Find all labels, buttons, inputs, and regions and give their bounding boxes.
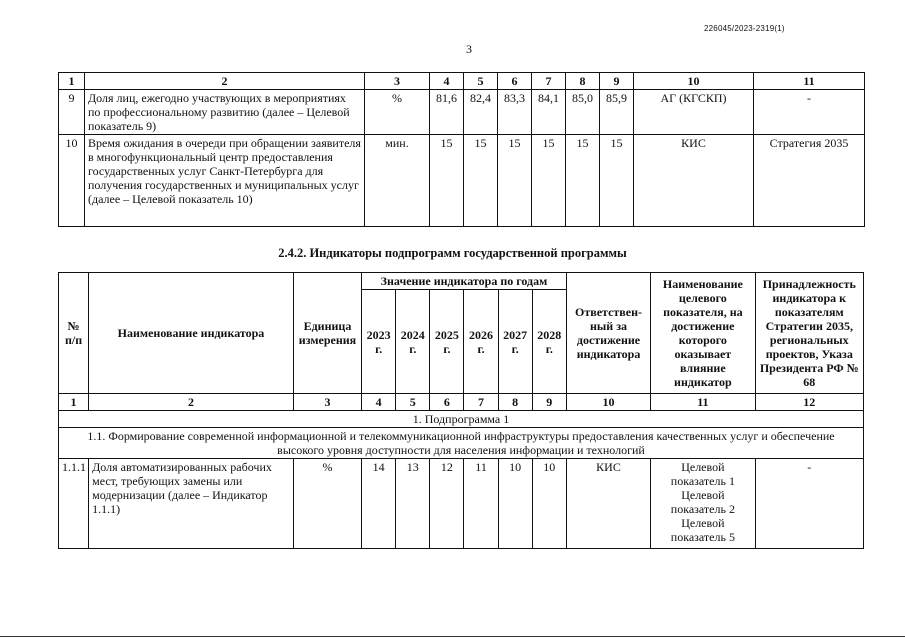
value-2024: 13 [396, 459, 430, 549]
header-year: 2026 г. [464, 290, 498, 394]
header-unit: Единица измерения [293, 273, 361, 394]
value-2028: 10 [532, 459, 566, 549]
col-num: 5 [464, 73, 498, 90]
value-2027: 15 [566, 135, 600, 227]
responsible: КИС [634, 135, 754, 227]
col-num: 4 [430, 73, 464, 90]
col-num: 2 [89, 394, 294, 411]
registration-number: 226045/2023-2319(1) [704, 24, 785, 33]
table2-column-numbers [59, 394, 864, 411]
table1-column-numbers [59, 73, 865, 90]
col-num: 8 [498, 394, 532, 411]
col-num: 2 [85, 73, 365, 90]
responsible: КИС [566, 459, 650, 549]
value-2026: 84,1 [532, 90, 566, 135]
value-2023: 14 [362, 459, 396, 549]
col-num: 11 [754, 73, 865, 90]
value-2024: 15 [464, 135, 498, 227]
belonging: - [755, 459, 863, 549]
header-year: 2024 г. [396, 290, 430, 394]
indicator-name: Время ожидания в очереди при обращении заявителя в многофункциональный центр предоставления государственных услуг Санкт-Петербурга для получения государственных и муниципальных услуг (далее – Целевой показатель 10) [85, 135, 365, 227]
col-num: 6 [498, 73, 532, 90]
header-year: 2027 г. [498, 290, 532, 394]
row-num: 10 [59, 135, 85, 227]
col-num: 6 [430, 394, 464, 411]
table-row [59, 135, 865, 227]
value-2024: 82,4 [464, 90, 498, 135]
col-num: 10 [634, 73, 754, 90]
task-title: 1.1. Формирование современной информационной и телекоммуникационной инфраструктуры предоставления качественных услуг и обеспечение высокого уровня доступности для населения информации и технологий [59, 428, 864, 459]
value-2026: 15 [532, 135, 566, 227]
value-2026: 11 [464, 459, 498, 549]
col-num: 9 [532, 394, 566, 411]
subprogram-title: 1. Подпрограмма 1 [59, 411, 864, 428]
header-year: 2023 г. [362, 290, 396, 394]
header-years-group: Значение индикатора по годам [362, 273, 567, 290]
link: - [754, 90, 865, 135]
col-num: 11 [651, 394, 755, 411]
col-num: 1 [59, 394, 89, 411]
value-2028: 15 [600, 135, 634, 227]
header-belonging: Принадлежность индикатора к показателям Стратегии 2035, региональных проектов, Указа Президента РФ № 68 [755, 273, 863, 394]
table-row [59, 459, 864, 549]
col-num: 10 [566, 394, 650, 411]
header-target: Наименование целевого показателя, на достижение которого оказывает влияние индикатор [651, 273, 755, 394]
indicator-name: Доля лиц, ежегодно участвующих в мероприятиях по профессиональному развитию (далее – Целевой показатель 9) [85, 90, 365, 135]
unit: % [365, 90, 430, 135]
page-edge-line [0, 636, 905, 637]
value-2027: 85,0 [566, 90, 600, 135]
indicator-name: Доля автоматизированных рабочих мест, требующих замены или модернизации (далее – Индикатор 1.1.1) [89, 459, 294, 549]
section-title: 2.4.2. Индикаторы подпрограмм государственной программы [278, 246, 627, 260]
target-indicators-table [58, 72, 865, 227]
col-num: 12 [755, 394, 863, 411]
header-year: 2028 г. [532, 290, 566, 394]
col-num: 8 [566, 73, 600, 90]
col-num: 4 [362, 394, 396, 411]
row-num: 1.1.1 [59, 459, 89, 549]
col-num: 3 [293, 394, 361, 411]
value-2025: 15 [498, 135, 532, 227]
col-num: 9 [600, 73, 634, 90]
target-indicator: Целевой показатель 1 Целевой показатель 2 Целевой показатель 5 [651, 459, 755, 549]
unit: мин. [365, 135, 430, 227]
value-2028: 85,9 [600, 90, 634, 135]
header-year: 2025 г. [430, 290, 464, 394]
header-name: Наименование индикатора [89, 273, 294, 394]
unit: % [293, 459, 361, 549]
col-num: 5 [396, 394, 430, 411]
value-2023: 81,6 [430, 90, 464, 135]
subprogram-indicators-table [58, 272, 864, 549]
page-number: 3 [466, 42, 472, 56]
col-num: 3 [365, 73, 430, 90]
row-num: 9 [59, 90, 85, 135]
value-2025: 83,3 [498, 90, 532, 135]
col-num: 7 [532, 73, 566, 90]
value-2025: 12 [430, 459, 464, 549]
header-num: № п/п [59, 273, 89, 394]
header-responsible: Ответствен-ный за достижение индикатора [566, 273, 650, 394]
table-row [59, 90, 865, 135]
link: Стратегия 2035 [754, 135, 865, 227]
col-num: 7 [464, 394, 498, 411]
value-2023: 15 [430, 135, 464, 227]
responsible: АГ (КГСКП) [634, 90, 754, 135]
col-num: 1 [59, 73, 85, 90]
value-2027: 10 [498, 459, 532, 549]
